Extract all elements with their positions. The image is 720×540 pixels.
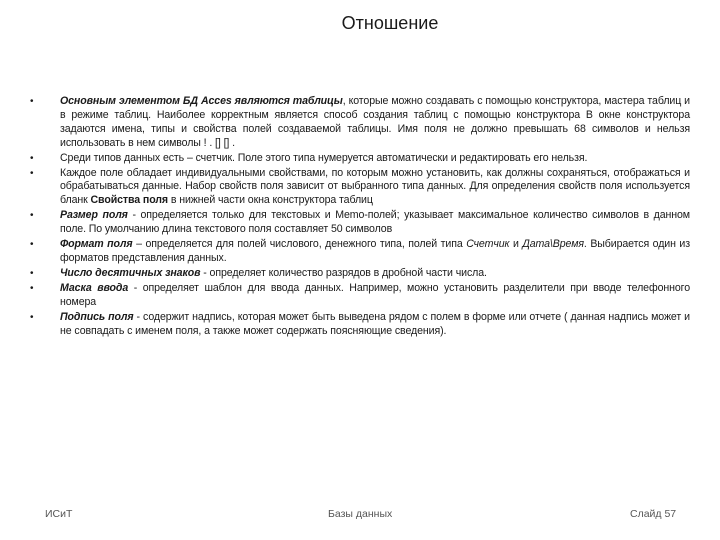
text-part: Среди типов данных есть – счетчик. Поле этого типа нумеруется автоматически и редактировать его нельзя. bbox=[60, 151, 588, 164]
text-part: Число десятичных знаков bbox=[60, 266, 201, 279]
list-item bbox=[30, 267, 690, 281]
text-part: Размер поля bbox=[60, 209, 128, 222]
text-part: - определяет шаблон для ввода данных. Например, можно установить разделители при вводе телефонного номера bbox=[60, 281, 690, 308]
bullet-list bbox=[30, 95, 690, 338]
text-part: Дата\Время bbox=[522, 238, 584, 251]
text-part: Маска ввода bbox=[60, 281, 129, 294]
footer-org: ИСиТ bbox=[45, 508, 73, 520]
text-part: , которые можно создавать с помощью конструктора, мастера таблиц и в режиме таблиц. Наиболее корректным является способ создания таблиц с помощью конструктора В окне конструктора задаются имена, типы и свойства полей создаваемой таблицы. Имя поля не должно превышать 68 символов и нельзя использовать в нем символы ! . [] [] . bbox=[60, 95, 690, 149]
list-item bbox=[30, 238, 690, 266]
text-part: Свойства поля bbox=[90, 194, 169, 207]
text-part: Счетчик bbox=[466, 238, 510, 251]
footer-course: Базы данных bbox=[328, 508, 393, 520]
list-item bbox=[30, 167, 690, 209]
list-item bbox=[30, 209, 690, 237]
bullet-dot: • bbox=[30, 152, 34, 164]
bullet-dot: • bbox=[30, 311, 34, 323]
text-part: Основным элементом БД Acces являются таблицы bbox=[60, 95, 343, 107]
bullet-dot: • bbox=[30, 210, 34, 222]
list-item bbox=[30, 282, 690, 310]
text-part: Каждое поле обладает индивидуальными свойствами, по которым можно установить, как должны сохраняться, отображаться и обрабатываться данные. Набор свойств поля зависит от выбранного типа данных. Для определения свойств поля используется бланк bbox=[60, 166, 690, 207]
text-part: - определяет количество разрядов в дробной части числа. bbox=[200, 266, 487, 279]
footer-slide-number: Слайд 57 bbox=[630, 508, 677, 520]
bullet-dot: • bbox=[30, 96, 34, 107]
list-item bbox=[30, 311, 690, 339]
text-part: – определяется для полей числового, денежного типа, полей типа bbox=[132, 238, 467, 251]
text-part: Формат поля bbox=[60, 238, 133, 251]
list-item bbox=[30, 95, 690, 151]
text-part: и bbox=[509, 238, 523, 251]
text-part: . Выбирается один из форматов представления данных. bbox=[60, 238, 690, 264]
bullet-dot: • bbox=[30, 167, 34, 179]
text-part: в нижней части окна конструктора таблиц bbox=[168, 194, 373, 207]
slide-title: Отношение bbox=[341, 13, 439, 33]
bullet-dot: • bbox=[30, 267, 34, 279]
bullet-dot: • bbox=[30, 239, 34, 251]
text-part: - определяется только для текстовых и Memo-полей; указывает максимальное количество символов в данном поле. По умолчанию длина текстового поля составляет 50 символов bbox=[60, 209, 690, 236]
text-part: Подпись поля bbox=[60, 310, 134, 323]
bullet-dot: • bbox=[30, 282, 34, 294]
list-item bbox=[30, 152, 690, 166]
text-part: - содержит надпись, которая может быть выведена рядом с полем в форме или отчете ( данная надпись может и не совпадать с именем поля, а также может содержать поясняющие сведения). bbox=[60, 310, 690, 337]
